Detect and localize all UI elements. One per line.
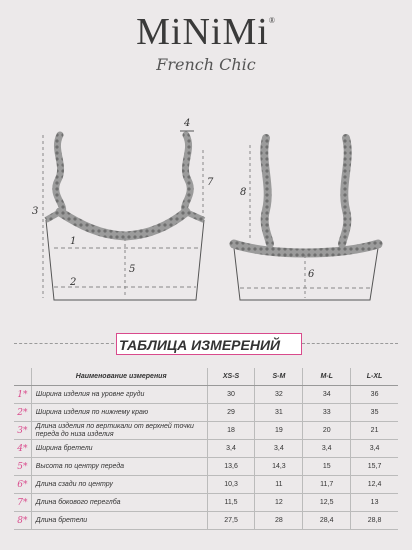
row-value: 28,8 xyxy=(351,512,398,530)
row-name: Ширина бретели xyxy=(31,440,207,458)
row-value: 21 xyxy=(351,422,398,440)
row-value: 12 xyxy=(255,494,303,512)
row-value: 11,7 xyxy=(303,476,351,494)
row-value: 15,7 xyxy=(351,458,398,476)
table-row xyxy=(14,386,398,404)
row-value: 12,5 xyxy=(303,494,351,512)
table-row xyxy=(14,476,398,494)
row-value: 28 xyxy=(255,512,303,530)
row-number: 6* xyxy=(14,476,31,494)
table-row xyxy=(14,494,398,512)
registered-mark: ® xyxy=(268,16,276,25)
table-title: ТАБЛИЦА ИЗМЕРЕНИЙ xyxy=(119,337,281,353)
header-size-4: L-XL xyxy=(351,368,398,386)
row-number: 7* xyxy=(14,494,31,512)
row-value: 34 xyxy=(303,386,351,404)
row-value: 30 xyxy=(207,386,255,404)
back-view xyxy=(234,138,378,300)
row-value: 27,5 xyxy=(207,512,255,530)
header-name: Наименование измерения xyxy=(31,368,207,386)
dim-label-7: 7 xyxy=(207,177,214,188)
row-value: 3,4 xyxy=(255,440,303,458)
front-lace-side-left xyxy=(46,212,60,220)
back-lace-band xyxy=(234,244,378,253)
table-row xyxy=(14,440,398,458)
dim-label-6: 6 xyxy=(308,269,315,280)
row-value: 12,4 xyxy=(351,476,398,494)
dim-label-3: 3 xyxy=(32,206,39,217)
row-name: Длина бокового переглба xyxy=(31,494,207,512)
header-size-1: XS-S xyxy=(207,368,255,386)
row-number: 1* xyxy=(14,386,31,404)
header-size-3: M-L xyxy=(303,368,351,386)
table-row xyxy=(14,422,398,440)
row-value: 29 xyxy=(207,404,255,422)
title-divider-left xyxy=(14,343,114,344)
back-lace-right-strap xyxy=(342,138,348,244)
row-value: 14,3 xyxy=(255,458,303,476)
row-name: Ширина изделия на уровне груди xyxy=(31,386,207,404)
row-name: Высота по центру переда xyxy=(31,458,207,476)
row-value: 10,3 xyxy=(207,476,255,494)
row-value: 18 xyxy=(207,422,255,440)
dim-label-2: 2 xyxy=(70,277,77,288)
row-value: 35 xyxy=(351,404,398,422)
front-lace-right-strap xyxy=(185,135,191,212)
row-value: 32 xyxy=(255,386,303,404)
header-size-2: S-M xyxy=(255,368,303,386)
row-value: 31 xyxy=(255,404,303,422)
row-value: 13,6 xyxy=(207,458,255,476)
back-lace-left-strap xyxy=(264,138,270,244)
table-row xyxy=(14,404,398,422)
row-value: 3,4 xyxy=(207,440,255,458)
row-name: Длина изделия по вертикали от верхней точки переда до низа изделия xyxy=(31,422,207,440)
dim-label-1: 1 xyxy=(70,236,77,247)
brand-logo-text: MiNiMi xyxy=(136,11,269,53)
table-row xyxy=(14,458,398,476)
table-header-row xyxy=(14,368,398,386)
front-view xyxy=(32,118,214,300)
row-value: 36 xyxy=(351,386,398,404)
row-number: 3* xyxy=(14,422,31,440)
row-value: 33 xyxy=(303,404,351,422)
table-row xyxy=(14,512,398,530)
row-number: 8* xyxy=(14,512,31,530)
brand-tagline: French Chic xyxy=(156,55,256,74)
row-value: 20 xyxy=(303,422,351,440)
row-value: 3,4 xyxy=(303,440,351,458)
row-value: 15 xyxy=(303,458,351,476)
row-number: 2* xyxy=(14,404,31,422)
header-num xyxy=(14,368,31,386)
row-value: 11,5 xyxy=(207,494,255,512)
dim-label-8: 8 xyxy=(240,187,247,198)
front-lace-neckline xyxy=(60,212,186,236)
row-name: Ширина изделия по нижнему краю xyxy=(31,404,207,422)
front-lace-side-right xyxy=(186,212,204,220)
row-name: Длина сзади по центру xyxy=(31,476,207,494)
row-value: 28,4 xyxy=(303,512,351,530)
row-value: 3,4 xyxy=(351,440,398,458)
title-divider-right xyxy=(302,343,398,344)
measurement-table xyxy=(14,368,398,530)
row-number: 5* xyxy=(14,458,31,476)
dim-label-4: 4 xyxy=(184,118,191,129)
row-name: Длина бретели xyxy=(31,512,207,530)
row-number: 4* xyxy=(14,440,31,458)
row-value: 13 xyxy=(351,494,398,512)
row-value: 19 xyxy=(255,422,303,440)
row-value: 11 xyxy=(255,476,303,494)
front-lace-left-strap xyxy=(56,135,63,212)
dim-label-5: 5 xyxy=(129,264,136,275)
